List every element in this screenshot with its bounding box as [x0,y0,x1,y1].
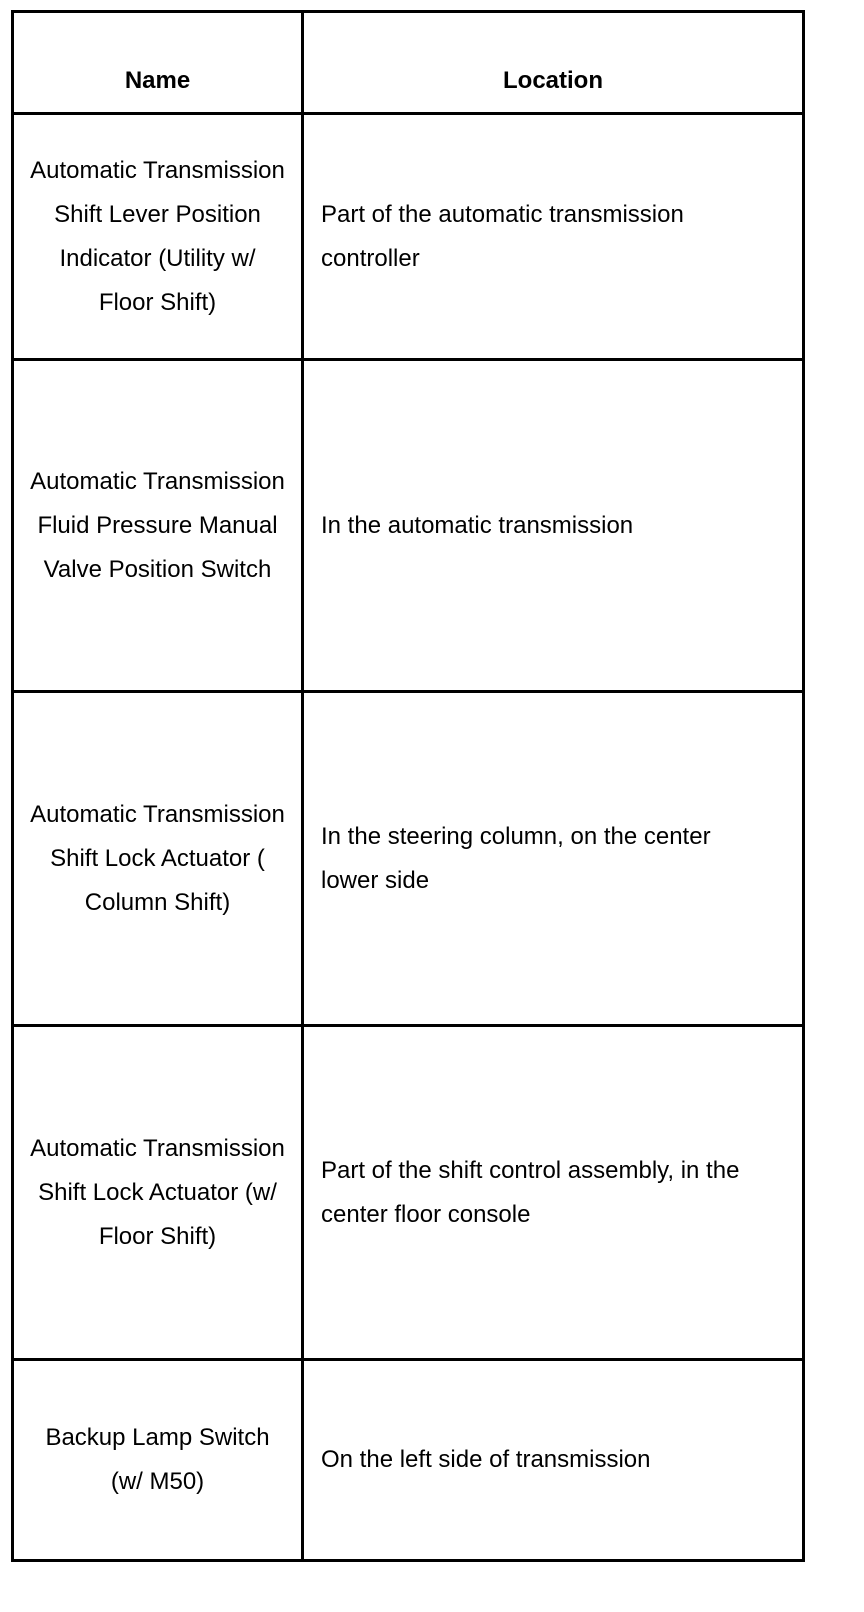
component-name: Automatic Transmission Shift Lock Actuator (w/ Floor Shift) [30,1134,285,1250]
component-name: Automatic Transmission Shift Lever Position Indicator (Utility w/ Floor Shift) [30,156,285,316]
header-location [304,13,802,112]
component-location: Part of the shift control assembly, in the center floor console [321,1156,740,1228]
location-cell [304,1027,802,1358]
table-row [14,1361,802,1559]
name-cell [14,693,304,1024]
table-row [14,1027,802,1361]
table-header-row [14,13,802,115]
location-cell [304,1361,802,1559]
component-location-table [11,10,805,1562]
header-location-label: Location [503,66,603,94]
name-cell [14,1361,304,1559]
name-cell [14,361,304,690]
table-row [14,361,802,693]
component-name: Automatic Transmission Fluid Pressure Manual Valve Position Switch [30,467,285,583]
location-cell [304,115,802,358]
component-name: Automatic Transmission Shift Lock Actuator ( Column Shift) [30,800,285,916]
component-location: In the automatic transmission [321,511,634,539]
header-name-label: Name [124,66,191,94]
name-cell [14,1027,304,1358]
component-name: Backup Lamp Switch (w/ M50) [45,1424,270,1495]
component-location: On the left side of transmission [321,1446,651,1473]
component-location: In the steering column, on the center lower side [321,822,711,894]
location-cell [304,361,802,690]
name-cell [14,115,304,358]
location-cell [304,693,802,1024]
component-location: Part of the automatic transmission controller [321,200,684,272]
header-name [14,13,304,112]
table-row [14,693,802,1027]
table-row [14,115,802,361]
